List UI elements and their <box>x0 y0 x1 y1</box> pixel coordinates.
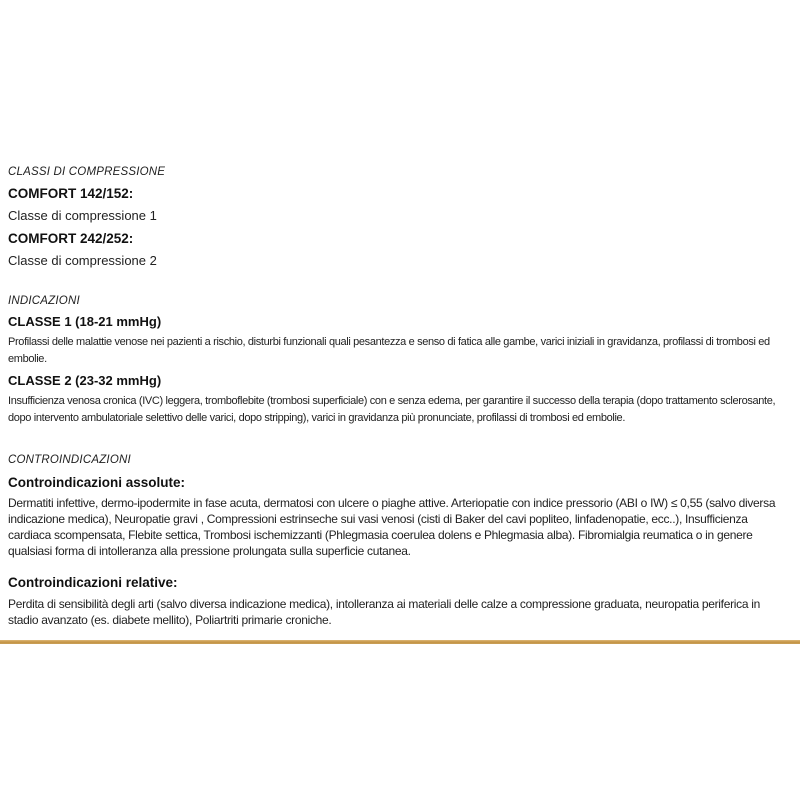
comfort-242-252-class-value: Classe di compressione 2 <box>8 253 157 268</box>
comfort-242-252-label: COMFORT 242/252: <box>8 231 134 246</box>
gold-divider <box>0 640 800 644</box>
relative-contraindications-title: Controindicazioni relative: <box>8 575 178 590</box>
section-heading-contraindications: CONTROINDICAZIONI <box>8 454 131 466</box>
relative-contraindications-text: Perdita di sensibilità degli arti (salvo diversa indicazione medica), intolleranza ai materiali delle calze a compressione graduata, neuropatia periferica in stadio avanzato (es. diabete mellito), Poliartriti primarie croniche. <box>8 597 760 627</box>
absolute-contraindications-title: Controindicazioni assolute: <box>8 475 186 490</box>
class1-description: Profilassi delle malattie venose nei pazienti a rischio, disturbi funzionali quali pesantezza e senso di fatica alle gambe, varici iniziali in gravidanza, profilassi di trombosi ed embolie. <box>8 336 770 365</box>
class1-title: CLASSE 1 (18-21 mmHg) <box>8 314 162 329</box>
section-heading-indications: INDICAZIONI <box>8 295 80 307</box>
document-content <box>8 165 792 628</box>
class2-description: Insufficienza venosa cronica (IVC) leggera, tromboflebite (trombosi superficiale) con e senza edema, per garantire il successo della terapia (dopo trattamento sclerosante, dopo intervento ambulatoriale selettivo delle varici, dopo stripping), varici in gravidanza più pronunciate, profilassi di trombosi ed embolie. <box>8 395 776 424</box>
class2-title: CLASSE 2 (23-32 mmHg) <box>8 373 162 388</box>
comfort-142-152-label: COMFORT 142/152: <box>8 186 134 201</box>
section-heading-compression-classes: CLASSI DI COMPRESSIONE <box>8 166 166 178</box>
comfort-142-152-class-value: Classe di compressione 1 <box>8 208 157 223</box>
absolute-contraindications-text: Dermatiti infettive, dermo-ipodermite in fase acuta, dermatosi con ulcere o piaghe attive. Arteriopatie con indice pressorio (ABI o IW) ≤ 0,55 (salvo diversa indicazione medica), Neuropatie gravi , Compressioni estrinseche sui vasi venosi (cisti di Baker del cavi popliteo, linfadenopatie, ecc..), Insufficienza cardiaca scompensata, Flebite settica, Trombosi ischemizzanti (Phlegmasia coerulea dolens e Phlegmasia alba). Fibromialgia reumatica o in genere qualsiasi forma di intolleranza alla pressione prolungata sulla superficie cutanea. <box>8 496 776 558</box>
